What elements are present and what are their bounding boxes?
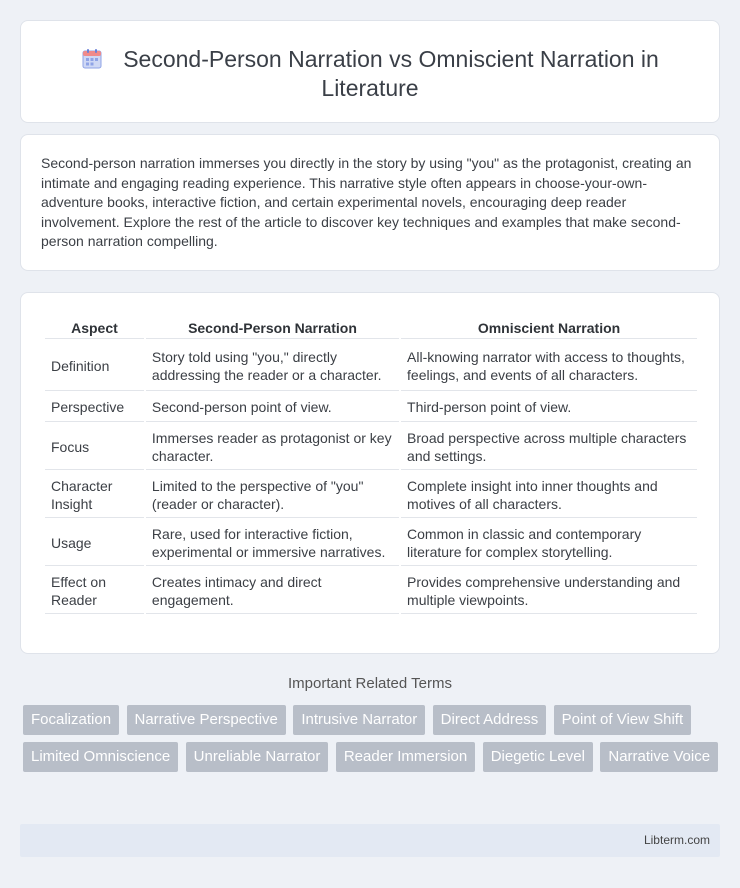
aspect-cell: Definition <box>45 341 144 391</box>
footer <box>20 824 720 857</box>
omniscient-cell: Third-person point of view. <box>401 393 697 422</box>
header-second-person: Second-Person Narration <box>146 317 399 339</box>
table-row <box>45 424 697 470</box>
omniscient-cell: All-knowing narrator with access to thoughts, feelings, and events of all characters. <box>401 341 697 391</box>
page-title-wrap <box>21 45 719 103</box>
related-terms-list <box>23 705 723 779</box>
table-row <box>45 520 697 566</box>
tag-narrative-perspective[interactable]: Narrative Perspective <box>127 705 286 735</box>
aspect-cell: Perspective <box>45 393 144 422</box>
table-row <box>45 341 697 391</box>
comparison-table <box>43 315 699 616</box>
omniscient-cell: Broad perspective across multiple characters and settings. <box>401 424 697 470</box>
second-person-cell: Story told using "you," directly addressing the reader or a character. <box>146 341 399 391</box>
related-terms-title: Important Related Terms <box>288 675 452 692</box>
omniscient-cell: Provides comprehensive understanding and multiple viewpoints. <box>401 568 697 614</box>
tag-limited-omniscience[interactable]: Limited Omniscience <box>23 742 178 772</box>
second-person-cell: Creates intimacy and direct engagement. <box>146 568 399 614</box>
tag-reader-immersion[interactable]: Reader Immersion <box>336 742 475 772</box>
calendar-icon <box>81 48 103 70</box>
intro-card <box>20 134 720 271</box>
second-person-cell: Rare, used for interactive fiction, experimental or immersive narratives. <box>146 520 399 566</box>
omniscient-cell: Complete insight into inner thoughts and motives of all characters. <box>401 472 697 518</box>
second-person-cell: Limited to the perspective of "you" (reader or character). <box>146 472 399 518</box>
aspect-cell: Effect on Reader <box>45 568 144 614</box>
comparison-table-card <box>20 292 720 654</box>
table-header-row <box>45 317 697 339</box>
table-row <box>45 568 697 614</box>
tag-intrusive-narrator[interactable]: Intrusive Narrator <box>293 705 425 735</box>
tag-unreliable-narrator[interactable]: Unreliable Narrator <box>186 742 329 772</box>
intro-paragraph: Second-person narration immerses you directly in the story by using "you" as the protagonist, creating an intimate and engaging reading experience. This narrative style often appears in choose-your-own-adventure books, interactive fiction, and certain experimental novels, encouraging deep reader involvement. Explore the rest of the article to discover key techniques and examples that make second-person narration compelling. <box>41 155 692 250</box>
title-card <box>20 20 720 123</box>
footer-site-link[interactable]: Libterm.com <box>643 833 710 847</box>
omniscient-cell: Common in classic and contemporary literature for complex storytelling. <box>401 520 697 566</box>
aspect-cell: Character Insight <box>45 472 144 518</box>
tag-diegetic-level[interactable]: Diegetic Level <box>483 742 593 772</box>
tag-focalization[interactable]: Focalization <box>23 705 119 735</box>
tag-narrative-voice[interactable]: Narrative Voice <box>600 742 718 772</box>
tag-direct-address[interactable]: Direct Address <box>433 705 547 735</box>
table-row <box>45 393 697 422</box>
aspect-cell: Usage <box>45 520 144 566</box>
tag-point-of-view-shift[interactable]: Point of View Shift <box>554 705 691 735</box>
header-omniscient: Omniscient Narration <box>401 317 697 339</box>
second-person-cell: Second-person point of view. <box>146 393 399 422</box>
table-row <box>45 472 697 518</box>
page-title: Second-Person Narration vs Omniscient Narration in Literature <box>123 46 659 101</box>
aspect-cell: Focus <box>45 424 144 470</box>
header-aspect: Aspect <box>45 317 144 339</box>
second-person-cell: Immerses reader as protagonist or key character. <box>146 424 399 470</box>
